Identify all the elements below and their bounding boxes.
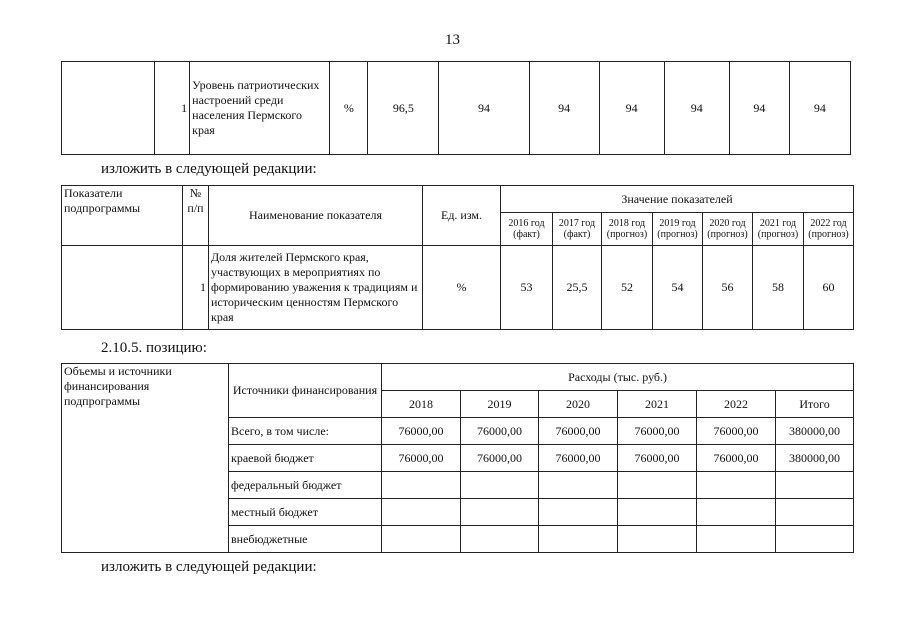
source-label: краевой бюджет <box>229 445 382 472</box>
year-header: 2021 год (прогноз) <box>753 213 804 246</box>
value-cell: 56 <box>703 246 753 330</box>
amount-cell <box>539 499 618 526</box>
financing-table <box>61 363 854 553</box>
source-label: Всего, в том числе: <box>229 418 382 445</box>
amount-cell <box>461 472 539 499</box>
amount-cell: 380000,00 <box>776 445 854 472</box>
value-cell: 96,5 <box>368 62 439 155</box>
redaction-text: изложить в следующей редакции: <box>101 559 317 575</box>
program-header: Показатели подпрограммы <box>62 186 183 246</box>
year-header: 2017 год (факт) <box>553 213 602 246</box>
amount-cell: 380000,00 <box>776 418 854 445</box>
value-cell: 94 <box>599 62 664 155</box>
value-cell: 53 <box>501 246 553 330</box>
year-header: 2016 год (факт) <box>501 213 553 246</box>
program-header: Объемы и источники финансирования подпрограммы <box>62 364 229 553</box>
value-cell: 94 <box>729 62 789 155</box>
indicators-table <box>61 185 854 330</box>
year-header: 2019 год (прогноз) <box>653 213 703 246</box>
amount-cell <box>539 472 618 499</box>
year-header: 2022 <box>697 391 776 418</box>
year-header: 2020 <box>539 391 618 418</box>
year-header: 2021 <box>618 391 697 418</box>
value-cell: 94 <box>529 62 599 155</box>
amount-cell: 76000,00 <box>618 418 697 445</box>
unit-header: Ед. изм. <box>423 186 501 246</box>
value-cell: 54 <box>653 246 703 330</box>
amount-cell <box>461 526 539 553</box>
amount-cell <box>618 472 697 499</box>
amount-cell: 76000,00 <box>461 445 539 472</box>
amount-cell <box>382 472 461 499</box>
year-header: 2018 год (прогноз) <box>602 213 653 246</box>
amount-cell <box>539 526 618 553</box>
table-row <box>62 246 854 330</box>
expenses-header: Расходы (тыс. руб.) <box>382 364 854 391</box>
value-cell: 94 <box>439 62 529 155</box>
total-header: Итого <box>776 391 854 418</box>
amount-cell <box>618 499 697 526</box>
value-cell: 58 <box>753 246 804 330</box>
value-cell: 52 <box>602 246 653 330</box>
amount-cell <box>461 499 539 526</box>
table-cell <box>62 62 155 155</box>
row-number: 1 <box>155 62 190 155</box>
amount-cell: 76000,00 <box>382 445 461 472</box>
source-label: федеральный бюджет <box>229 472 382 499</box>
sources-header: Источники финансирования <box>229 364 382 418</box>
amount-cell <box>697 472 776 499</box>
page-number: 13 <box>445 32 460 48</box>
name-header: Наименование показателя <box>209 186 423 246</box>
amount-cell <box>618 526 697 553</box>
amount-cell: 76000,00 <box>618 445 697 472</box>
amount-cell <box>776 526 854 553</box>
unit-cell: % <box>330 62 368 155</box>
year-header: 2022 год (прогноз) <box>804 213 854 246</box>
amount-cell <box>776 499 854 526</box>
indicator-name: Уровень патриотических настроений среди населения Пермского края <box>190 62 330 155</box>
indicator-name: Доля жителей Пермского края, участвующих в мероприятиях по формированию уважения к традициям и историческим ценностям Пермского края <box>209 246 423 330</box>
year-header: 2020 год (прогноз) <box>703 213 753 246</box>
source-label: внебюджетные <box>229 526 382 553</box>
value-cell: 94 <box>789 62 850 155</box>
position-text: 2.10.5. позицию: <box>101 340 207 356</box>
value-cell: 60 <box>804 246 854 330</box>
table-header-row <box>62 186 854 213</box>
table-row <box>62 62 851 155</box>
redaction-text: изложить в следующей редакции: <box>101 161 317 177</box>
amount-cell: 76000,00 <box>697 445 776 472</box>
year-header: 2018 <box>382 391 461 418</box>
year-header: 2019 <box>461 391 539 418</box>
amount-cell: 76000,00 <box>461 418 539 445</box>
unit-cell: % <box>423 246 501 330</box>
amount-cell: 76000,00 <box>539 445 618 472</box>
amount-cell <box>697 499 776 526</box>
amount-cell <box>382 499 461 526</box>
value-cell: 25,5 <box>553 246 602 330</box>
amount-cell: 76000,00 <box>697 418 776 445</box>
source-label: местный бюджет <box>229 499 382 526</box>
num-header: № п/п <box>183 186 209 246</box>
amount-cell: 76000,00 <box>382 418 461 445</box>
amount-cell <box>697 526 776 553</box>
table-header-row <box>62 364 854 391</box>
value-cell: 94 <box>664 62 729 155</box>
table-cell <box>62 246 183 330</box>
values-header: Значение показателей <box>501 186 854 213</box>
amount-cell <box>776 472 854 499</box>
amount-cell: 76000,00 <box>539 418 618 445</box>
row-number: 1 <box>183 246 209 330</box>
old-indicator-table <box>61 61 851 155</box>
amount-cell <box>382 526 461 553</box>
